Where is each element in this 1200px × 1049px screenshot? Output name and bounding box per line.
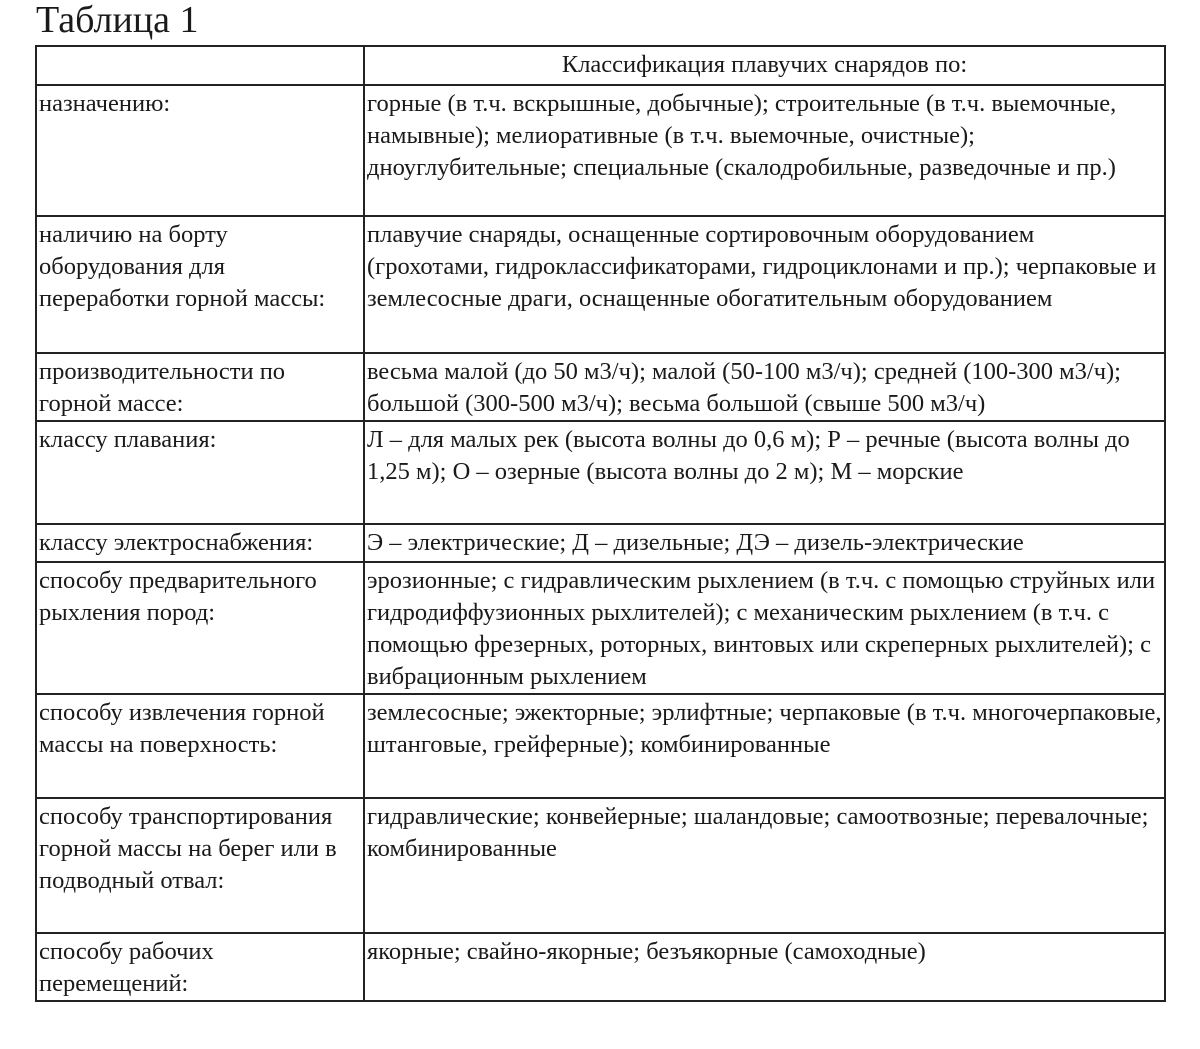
table-row	[36, 933, 1165, 1001]
values-cell: горные (в т.ч. вскрышные, добычные); строительные (в т.ч. выемочные, намывные); мелиоративные (в т.ч. выемочные, очистные); дноуглубительные; специальные (скалодробильные, разведочные и пр.)	[364, 85, 1165, 216]
table-row	[36, 524, 1165, 562]
criterion-cell: назначению:	[36, 85, 364, 216]
criterion-cell: способу транспортирования горной массы на берег или в подводный отвал:	[36, 798, 364, 933]
header-empty-cell	[36, 46, 364, 85]
values-cell: гидравлические; конвейерные; шаландовые; самоотвозные; перевалочные; комбинированные	[364, 798, 1165, 933]
table-row	[36, 85, 1165, 216]
criterion-cell: способу предварительного рыхления пород:	[36, 562, 364, 694]
values-cell: Э – электрические; Д – дизельные; ДЭ – дизель-электрические	[364, 524, 1165, 562]
table-header-row	[36, 46, 1165, 85]
table-row	[36, 421, 1165, 524]
criterion-cell: способу извлечения горной массы на поверхность:	[36, 694, 364, 798]
table-title: Таблица 1	[36, 0, 199, 41]
table-row	[36, 353, 1165, 421]
table-row	[36, 798, 1165, 933]
table-header: Классификация плавучих снарядов по:	[364, 46, 1165, 85]
classification-table	[35, 45, 1166, 1002]
table-row	[36, 562, 1165, 694]
criterion-cell: способу рабочих перемещений:	[36, 933, 364, 1001]
table-row	[36, 694, 1165, 798]
criterion-cell: производительности по горной массе:	[36, 353, 364, 421]
values-cell: весьма малой (до 50 м3/ч); малой (50-100 м3/ч); средней (100-300 м3/ч); большой (300-500 м3/ч); весьма большой (свыше 500 м3/ч)	[364, 353, 1165, 421]
values-cell: Л – для малых рек (высота волны до 0,6 м); Р – речные (высота волны до 1,25 м); О – озерные (высота волны до 2 м); М – морские	[364, 421, 1165, 524]
values-cell: плавучие снаряды, оснащенные сортировочным оборудованием (грохотами, гидроклассификаторами, гидроциклонами и пр.); черпаковые и землесосные драги, оснащенные обогатительным оборудованием	[364, 216, 1165, 353]
values-cell: якорные; свайно-якорные; безъякорные (самоходные)	[364, 933, 1165, 1001]
criterion-cell: наличию на борту оборудования для переработки горной массы:	[36, 216, 364, 353]
table-row	[36, 216, 1165, 353]
criterion-cell: классу электроснабжения:	[36, 524, 364, 562]
criterion-cell: классу плавания:	[36, 421, 364, 524]
values-cell: эрозионные; с гидравлическим рыхлением (в т.ч. с помощью струйных или гидродиффузионных рыхлителей); с механическим рыхлением (в т.ч. с помощью фрезерных, роторных, винтовых или скреперных рыхлителей); с вибрационным рыхлением	[364, 562, 1165, 694]
values-cell: землесосные; эжекторные; эрлифтные; черпаковые (в т.ч. многочерпаковые, штанговые, грейферные); комбинированные	[364, 694, 1165, 798]
